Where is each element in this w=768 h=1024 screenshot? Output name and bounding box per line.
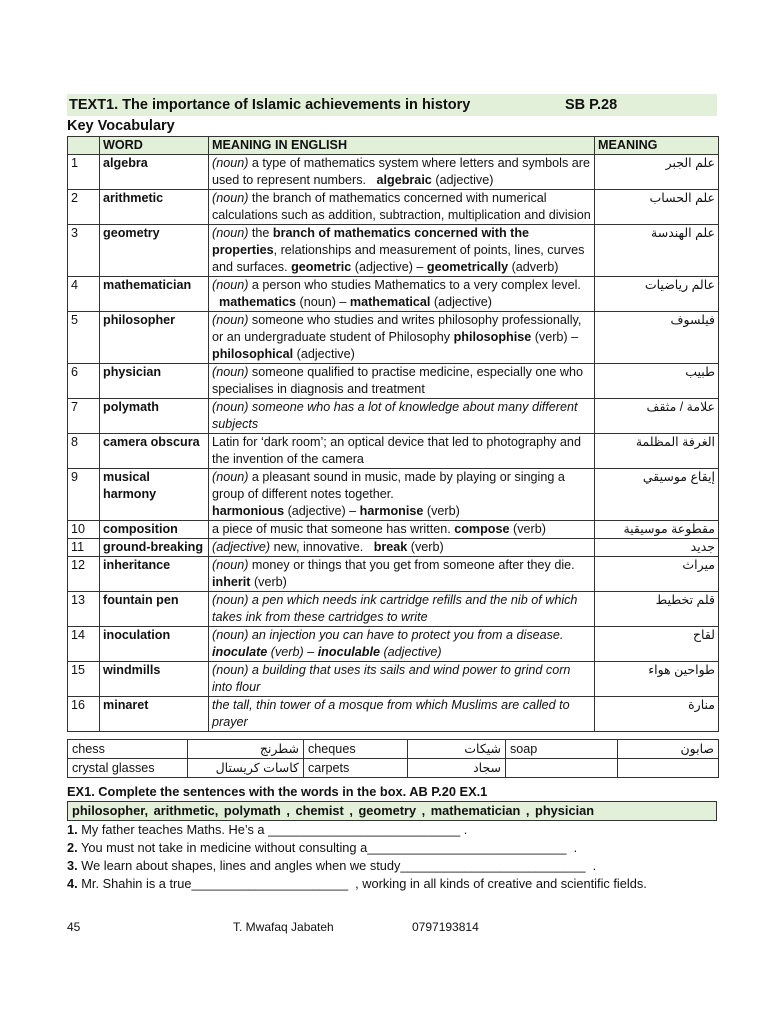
row-number: 13 <box>68 592 100 627</box>
meaning-english: the tall, thin tower of a mosque from which Muslims are called to prayer <box>209 697 595 732</box>
vocab-word: fountain pen <box>100 592 209 627</box>
english-word: soap <box>506 740 618 759</box>
meaning-english: (noun) a type of mathematics system where letters and symbols are used to represent numbers. algebraic (adjective) <box>209 155 595 190</box>
meaning-arabic: لقاح <box>595 627 719 662</box>
meaning-english: (noun) money or things that you get from someone after they die. inherit (verb) <box>209 557 595 592</box>
table-row <box>68 434 719 469</box>
exercise-sentence <box>67 821 717 839</box>
vocab-word: camera obscura <box>100 434 209 469</box>
meaning-arabic: منارة <box>595 697 719 732</box>
arabic-word <box>618 759 719 778</box>
arabic-word: شيكات <box>408 740 506 759</box>
number-header <box>68 137 100 155</box>
row-number: 7 <box>68 399 100 434</box>
student-book-reference: SB P.28 <box>565 97 618 113</box>
table-row <box>68 592 719 627</box>
row-number: 4 <box>68 277 100 312</box>
row-number: 2 <box>68 190 100 225</box>
meaning-arabic: طواحين هواء <box>595 662 719 697</box>
title-bar <box>67 94 717 116</box>
vocab-word: arithmetic <box>100 190 209 225</box>
meaning-arabic: ميراث <box>595 557 719 592</box>
teacher-name: T. Mwafaq Jabateh <box>233 920 334 934</box>
sentence-text: You must not take in medicine without consulting a____________________________ . <box>77 840 578 855</box>
table-row <box>68 190 719 225</box>
row-number: 11 <box>68 539 100 557</box>
table-row <box>68 662 719 697</box>
row-number: 6 <box>68 364 100 399</box>
arabic-word: كاسات كريستال <box>188 759 304 778</box>
meaning-english-header: MEANING IN ENGLISH <box>209 137 595 155</box>
table-row <box>68 627 719 662</box>
row-number: 3 <box>68 225 100 277</box>
row-number: 1 <box>68 155 100 190</box>
meaning-arabic: علم الحساب <box>595 190 719 225</box>
vocab-word: philosopher <box>100 312 209 364</box>
table-row <box>68 155 719 190</box>
meaning-english: (noun) the branch of mathematics concerned with numerical calculations such as addition, subtraction, multiplication and division <box>209 190 595 225</box>
row-number: 9 <box>68 469 100 521</box>
exercise-title: EX1. Complete the sentences with the words in the box. AB P.20 EX.1 <box>67 784 488 799</box>
vocab-word: physician <box>100 364 209 399</box>
section-heading: Key Vocabulary <box>67 118 175 134</box>
table-row <box>68 539 719 557</box>
meaning-english: a piece of music that someone has written. compose (verb) <box>209 521 595 539</box>
sentence-text: Mr. Shahin is a true______________________ , working in all kinds of creative and scientific fields. <box>77 876 647 891</box>
exercise-sentence <box>67 857 717 875</box>
vocabulary-rows <box>68 155 719 732</box>
exercise-sentences <box>67 821 717 893</box>
table-row <box>68 225 719 277</box>
vocab-word: inheritance <box>100 557 209 592</box>
meaning-english: Latin for ‘dark room’; an optical device that led to photography and the invention of the camera <box>209 434 595 469</box>
arabic-word: سجاد <box>408 759 506 778</box>
page-number: 45 <box>67 920 81 934</box>
vocab-word: algebra <box>100 155 209 190</box>
sentence-text: We learn about shapes, lines and angles when we study__________________________ . <box>77 858 597 873</box>
word-header: WORD <box>100 137 209 155</box>
meaning-arabic: قلم تخطيط <box>595 592 719 627</box>
english-word: cheques <box>304 740 408 759</box>
phone-number: 0797193814 <box>412 920 479 934</box>
vocabulary-table <box>67 136 719 732</box>
meaning-arabic: علم الجبر <box>595 155 719 190</box>
sentence-text: My father teaches Maths. He’s a ___________________________ . <box>77 822 468 837</box>
meaning-arabic: علامة / مثقف <box>595 399 719 434</box>
meaning-header: MEANING <box>595 137 719 155</box>
row-number: 15 <box>68 662 100 697</box>
table-row <box>68 277 719 312</box>
vocab-word: polymath <box>100 399 209 434</box>
english-word: carpets <box>304 759 408 778</box>
page-footer <box>67 920 707 938</box>
vocab-word: composition <box>100 521 209 539</box>
english-word: chess <box>68 740 188 759</box>
meaning-arabic: علم الهندسة <box>595 225 719 277</box>
row-number: 14 <box>68 627 100 662</box>
meaning-arabic: مقطوعة موسيقية <box>595 521 719 539</box>
meaning-arabic: الغرفة المظلمة <box>595 434 719 469</box>
worksheet-page <box>67 94 717 893</box>
vocab-word: geometry <box>100 225 209 277</box>
sentence-number: 4. <box>67 876 78 891</box>
vocab-word: musical harmony <box>100 469 209 521</box>
table-row <box>68 557 719 592</box>
sentence-number: 3. <box>67 858 78 873</box>
sentence-number: 1. <box>67 822 78 837</box>
meaning-english: (noun) someone who studies and writes philosophy professionally, or an undergraduate student of Philosophy philosophise (verb) – philosophical (adjective) <box>209 312 595 364</box>
meaning-english: (noun) an injection you can have to protect you from a disease. inoculate (verb) – inoculable (adjective) <box>209 627 595 662</box>
table-row <box>68 364 719 399</box>
meaning-english: (noun) a person who studies Mathematics to a very complex level. mathematics (noun) – mathematical (adjective) <box>209 277 595 312</box>
sentence-number: 2. <box>67 840 78 855</box>
meaning-english: (noun) a pleasant sound in music, made by playing or singing a group of different notes together. harmonious (adjective) – harmonise (verb) <box>209 469 595 521</box>
meaning-arabic: طبيب <box>595 364 719 399</box>
table-row <box>68 399 719 434</box>
meaning-english: (noun) someone who has a lot of knowledge about many different subjects <box>209 399 595 434</box>
table-row <box>68 469 719 521</box>
row-number: 8 <box>68 434 100 469</box>
table-row <box>68 697 719 732</box>
vocab-word: windmills <box>100 662 209 697</box>
meaning-english: (adjective) new, innovative. break (verb) <box>209 539 595 557</box>
word-box-row <box>68 740 719 759</box>
vocab-word: mathematician <box>100 277 209 312</box>
meaning-english: (noun) a pen which needs ink cartridge refills and the nib of which takes ink from these cartridges to write <box>209 592 595 627</box>
meaning-english: (noun) a building that uses its sails and wind power to grind corn into flour <box>209 662 595 697</box>
table-header-row <box>68 137 719 155</box>
row-number: 12 <box>68 557 100 592</box>
row-number: 5 <box>68 312 100 364</box>
english-word <box>506 759 618 778</box>
vocab-word: ground-breaking <box>100 539 209 557</box>
word-box-row <box>68 759 719 778</box>
meaning-arabic: عالم رياضيات <box>595 277 719 312</box>
word-box: philosopher, arithmetic, polymath , chemist , geometry , mathematician , physician <box>67 801 717 821</box>
meaning-english: (noun) the branch of mathematics concerned with the properties, relationships and measurement of points, lines, curves and surfaces. geometric (adjective) – geometrically (adverb) <box>209 225 595 277</box>
vocab-word: inoculation <box>100 627 209 662</box>
table-row <box>68 521 719 539</box>
arabic-word: شطرنج <box>188 740 304 759</box>
arabic-word: صابون <box>618 740 719 759</box>
exercise-sentence <box>67 839 717 857</box>
meaning-english: (noun) someone qualified to practise medicine, especially one who specialises in diagnosis and treatment <box>209 364 595 399</box>
row-number: 16 <box>68 697 100 732</box>
vocab-word: minaret <box>100 697 209 732</box>
table-row <box>68 312 719 364</box>
exercise-sentence <box>67 875 717 893</box>
english-word: crystal glasses <box>68 759 188 778</box>
row-number: 10 <box>68 521 100 539</box>
meaning-arabic: جديد <box>595 539 719 557</box>
meaning-arabic: إيقاع موسيقي <box>595 469 719 521</box>
extra-words-table <box>67 739 719 778</box>
meaning-arabic: فيلسوف <box>595 312 719 364</box>
page-title: TEXT1. The importance of Islamic achievements in history <box>69 97 471 113</box>
